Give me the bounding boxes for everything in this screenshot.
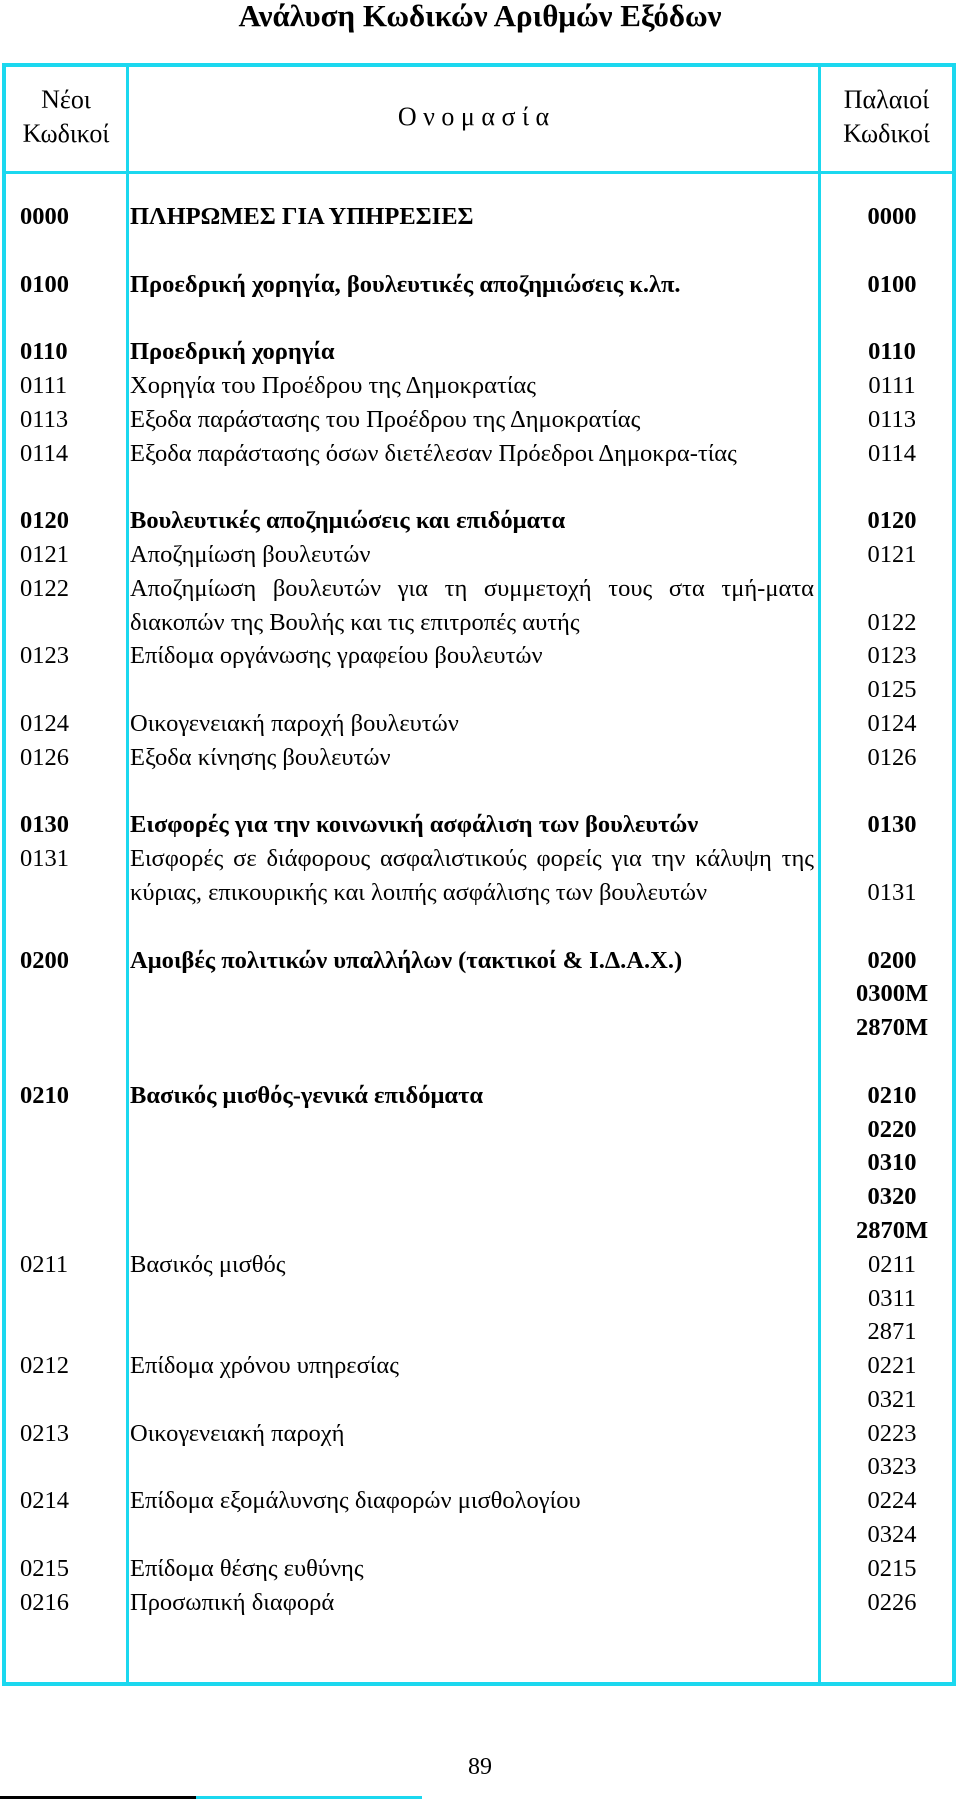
- page-title: Ανάλυση Κωδικών Αριθμών Εξόδων: [238, 0, 722, 33]
- table-row: [0, 1349, 960, 1417]
- old-code: 0310: [867, 1149, 917, 1177]
- old-code: 0311: [867, 1284, 917, 1312]
- row-old-codes: [830, 1349, 954, 1417]
- old-code: 0221: [867, 1352, 917, 1380]
- old-code: 0300Μ: [855, 980, 929, 1008]
- row-name: Προεδρική χορηγία: [130, 338, 335, 366]
- old-code: 0110: [868, 338, 916, 366]
- row-old-codes: [830, 1079, 954, 1248]
- row-old-codes: [830, 200, 954, 234]
- table-row: [0, 741, 960, 775]
- row-old-codes: [830, 504, 954, 538]
- table-row: [0, 403, 960, 437]
- page-number: 89: [468, 1754, 492, 1780]
- row-name: Επίδομα οργάνωσης γραφείου βουλευτών: [130, 642, 543, 670]
- row-new-code: 0114: [20, 439, 69, 467]
- row-name: Εξοδα παράστασης όσων διετέλεσαν Πρόεδροι Δημοκρα-τίας: [130, 439, 737, 467]
- row-old-codes: [830, 741, 954, 775]
- row-new-code: 0200: [20, 946, 69, 974]
- row-name: Βασικός μισθός: [130, 1250, 286, 1278]
- row-name: Οικογενειακή παροχή βουλευτών: [130, 709, 459, 737]
- row-new-code: 0212: [20, 1352, 69, 1380]
- row-new-code: 0122: [20, 574, 69, 602]
- old-code: 0000: [867, 203, 917, 230]
- row-name: Εισφορές σε διάφορους ασφαλιστικούς φορείς για την κάλυψη της κύριας, επικουρικής και λοιπής ασφάλισης των βουλευτών: [130, 845, 814, 906]
- row-name: Προσωπική διαφορά: [130, 1588, 335, 1616]
- row-old-codes: [830, 268, 954, 302]
- header-new-codes: [6, 83, 126, 151]
- old-code: 0211: [867, 1250, 917, 1278]
- old-code: 0113: [867, 405, 917, 433]
- row-old-codes: [830, 538, 954, 572]
- row-old-codes: [830, 403, 954, 437]
- row-name: Εξοδα παράστασης του Προέδρου της Δημοκρατίας: [130, 405, 641, 433]
- row-old-codes: [830, 1586, 954, 1620]
- row-new-code: 0211: [20, 1250, 69, 1278]
- row-old-codes: [830, 1552, 954, 1586]
- table-row: [0, 944, 960, 1045]
- table-row: [0, 437, 960, 471]
- header-new-codes-line1: Νέοι: [41, 85, 91, 114]
- old-code: 0323: [867, 1453, 917, 1481]
- table-row: [0, 335, 960, 369]
- old-code: 0210: [867, 1081, 917, 1109]
- table-row: [0, 1248, 960, 1349]
- old-code: 2870Μ: [855, 1216, 929, 1244]
- header-old-codes-line1: Παλαιοί: [843, 85, 930, 114]
- old-code: 0123: [867, 642, 917, 670]
- header-new-codes-line2: Κωδικοί: [22, 119, 110, 148]
- row-new-code: 0213: [20, 1419, 69, 1447]
- row-new-code: 0111: [20, 371, 68, 399]
- table-row: [0, 1586, 960, 1620]
- row-name: Βουλευτικές αποζημιώσεις και επιδόματα: [130, 507, 566, 535]
- row-old-codes: [830, 437, 954, 471]
- old-code: 0320: [867, 1183, 917, 1211]
- row-new-code: 0214: [20, 1487, 69, 1515]
- row-old-codes: [830, 335, 954, 369]
- row-name: Οικογενειακή παροχή: [130, 1419, 345, 1447]
- row-name: Επίδομα θέσης ευθύνης: [130, 1554, 364, 1582]
- row-name: Αποζημίωση βουλευτών για τη συμμετοχή τους στα τμή-ματα διακοπών της Βουλής και τις επιτροπές αυτής: [130, 574, 814, 636]
- header-old-codes: [821, 83, 952, 151]
- old-code: 0200: [867, 946, 917, 974]
- table-row: [0, 673, 960, 707]
- table-row: [0, 538, 960, 572]
- row-new-code: 0130: [20, 811, 69, 839]
- old-code: 0215: [867, 1554, 917, 1582]
- row-old-codes: [830, 673, 954, 707]
- row-name: ΠΛΗΡΩΜΕΣ ΓΙΑ ΥΠΗΡΕΣΙΕΣ: [130, 203, 474, 230]
- old-code: 0131: [867, 878, 917, 906]
- header-name: Ο ν ο μ α σ ί α: [397, 102, 550, 131]
- row-old-codes: [830, 369, 954, 403]
- row-new-code: 0124: [20, 709, 69, 737]
- table-row: [0, 1484, 960, 1552]
- old-code: 0124: [867, 709, 917, 737]
- row-name: Βασικός μισθός-γενικά επιδόματα: [130, 1081, 484, 1109]
- row-new-code: 0110: [20, 338, 68, 366]
- row-name: Εισφορές για την κοινωνική ασφάλιση των βουλευτών: [130, 811, 699, 839]
- table-row: [0, 1079, 960, 1248]
- row-new-code: 0210: [20, 1081, 69, 1109]
- table-row: [0, 369, 960, 403]
- old-code: 0114: [867, 439, 917, 467]
- row-name: Επίδομα χρόνου υπηρεσίας: [130, 1352, 399, 1380]
- table-row: [0, 572, 960, 640]
- table-row: [0, 707, 960, 741]
- row-old-codes: [830, 1417, 954, 1485]
- old-code: 0100: [867, 270, 917, 298]
- old-code: 0120: [867, 507, 917, 535]
- old-code: 0321: [867, 1385, 917, 1413]
- row-old-codes: [830, 876, 954, 910]
- row-name: [130, 673, 814, 707]
- header-divider: [6, 171, 952, 174]
- table-row: [0, 268, 960, 302]
- table-body: [0, 200, 960, 1619]
- row-name: Αποζημίωση βουλευτών: [130, 540, 371, 568]
- row-old-codes: [830, 639, 954, 673]
- row-name: Επίδομα εξομάλυνσης διαφορών μισθολογίου: [130, 1487, 581, 1515]
- header-old-codes-line2: Κωδικοί: [843, 119, 930, 148]
- row-new-code: 0215: [20, 1554, 69, 1582]
- old-code: 2870Μ: [855, 1014, 929, 1042]
- old-code: 0226: [867, 1588, 917, 1616]
- old-code: 2871: [867, 1318, 917, 1346]
- row-new-code: 0123: [20, 642, 69, 670]
- footer-rule-black: [0, 1796, 196, 1799]
- table-row: [0, 200, 960, 234]
- row-name: Προεδρική χορηγία, βουλευτικές αποζημιώσεις κ.λπ.: [130, 270, 681, 298]
- row-new-code: 0121: [20, 540, 69, 568]
- table-row: [0, 1417, 960, 1485]
- row-old-codes: [830, 707, 954, 741]
- row-old-codes: [830, 1484, 954, 1552]
- old-code: 0121: [867, 540, 917, 568]
- old-code: 0220: [867, 1115, 917, 1143]
- old-code: 0223: [867, 1419, 917, 1447]
- old-code: 0130: [867, 811, 917, 839]
- row-new-code: 0131: [20, 845, 69, 873]
- row-name: Χορηγία του Προέδρου της Δημοκρατίας: [130, 371, 536, 399]
- old-code: 0126: [867, 743, 917, 771]
- row-name: Εξοδα κίνησης βουλευτών: [130, 743, 391, 771]
- row-old-codes: [830, 1248, 954, 1349]
- row-new-code: 0113: [20, 405, 69, 433]
- row-new-code: 0216: [20, 1588, 69, 1616]
- row-new-code: 0120: [20, 507, 69, 535]
- table-row: [0, 842, 960, 910]
- row-old-codes: [830, 606, 954, 640]
- row-new-code: 0100: [20, 270, 69, 298]
- old-code: 0125: [867, 676, 917, 704]
- old-code: 0122: [867, 608, 917, 636]
- table-row: [0, 504, 960, 538]
- old-code: 0324: [867, 1521, 917, 1549]
- row-old-codes: [830, 808, 954, 842]
- table-row: [0, 1552, 960, 1586]
- old-code: 0111: [868, 371, 916, 399]
- footer-rule-cyan: [196, 1796, 422, 1799]
- old-code: 0224: [867, 1487, 917, 1515]
- row-old-codes: [830, 944, 954, 1045]
- row-new-code: 0000: [20, 203, 69, 230]
- table-row: [0, 639, 960, 673]
- row-new-code: 0126: [20, 743, 69, 771]
- table-row: [0, 808, 960, 842]
- row-name: Αμοιβές πολιτικών υπαλλήλων (τακτικοί & Ι.Δ.Α.Χ.): [130, 946, 683, 974]
